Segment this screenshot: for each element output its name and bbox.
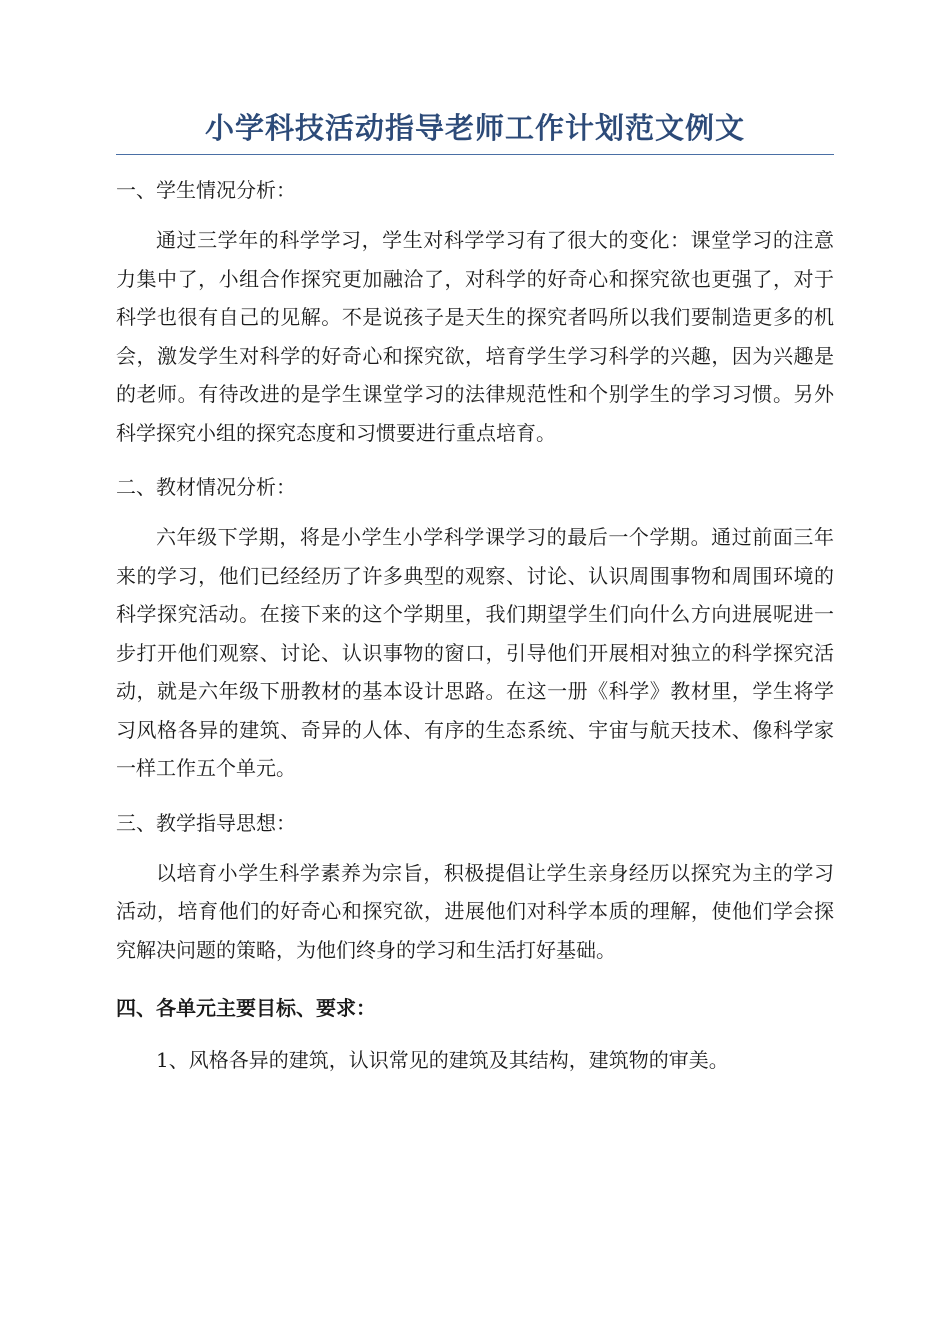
section-heading-teaching-philosophy: 三、教学指导思想： xyxy=(116,810,296,835)
section-body-textbook-analysis: 六年级下学期，将是小学生小学科学课学习的最后一个学期。通过前面三年来的学习，他们已经经历了许多典型的观察、讨论、认识周围事物和周围环境的科学探究活动。在接下来的这个学期里，我们期望学生们向什么方向进展呢进一步打开他们观察、讨论、认识事物的窗口，引导他们开展相对独立的科学探究活动，就是六年级下册教材的基本设计思路。在这一册《科学》教材里，学生将学习风格各异的建筑、奇异的人体、有序的生态系统、宇宙与航天技术、像科学家一样工作五个单元。 xyxy=(116,525,834,780)
document-page xyxy=(116,108,834,1080)
section-heading-student-analysis: 一、学生情况分析： xyxy=(116,178,296,202)
section-body-student-analysis: 通过三学年的科学学习，学生对科学学习有了很大的变化：课堂学习的注意力集中了，小组合作探究更加融洽了，对科学的好奇心和探究欲也更强了，对于科学也很有自己的见解。不是说孩子是天生的探究者吗所以我们要制造更多的机会，激发学生对科学的好奇心和探究欲，培育学生学习科学的兴趣，因为兴趣是的老师。有待改进的是学生课堂学习的法律规范性和个别学生的学习习惯。另外科学探究小组的探究态度和习惯要进行重点培育。 xyxy=(116,228,834,445)
section-heading-textbook-analysis: 二、教材情况分析： xyxy=(116,475,296,499)
section-body-unit-goals: 1、风格各异的建筑，认识常见的建筑及其结构，建筑物的审美。 xyxy=(156,1048,729,1072)
page-title: 小学科技活动指导老师工作计划范文例文 xyxy=(116,108,834,155)
section-heading-unit-goals: 四、各单元主要目标、要求： xyxy=(116,996,376,1020)
section-body-teaching-philosophy: 以培育小学生科学素养为宗旨，积极提倡让学生亲身经历以探究为主的学习活动，培育他们的好奇心和探究欲，进展他们对科学本质的理解，使他们学会探究解决问题的策略，为他们终身的学习和生活打好基础。 xyxy=(116,860,834,962)
